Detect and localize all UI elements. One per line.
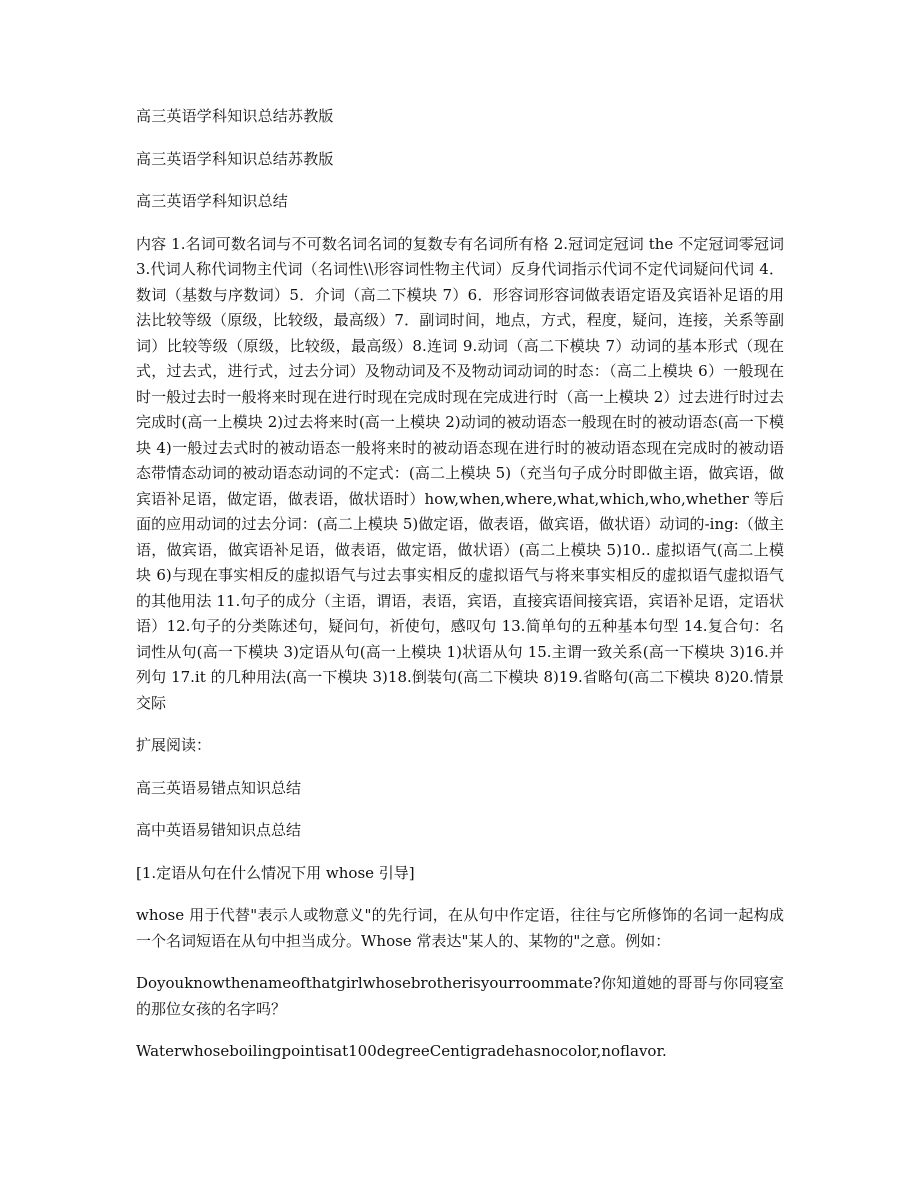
content-outline-paragraph: 内容 1.名词可数名词与不可数名词名词的复数专有名词所有格 2.冠词定冠词 the 不定冠词零冠词 3.代词人称代词物主代词（名词性\\形容词性物主代词）反身代词指示代词不定代词疑问代词 4．数词（基数与序数词）5．介词（高二下模块 7）6．形容词形容词做表语定语及宾语补足语的用法比较等级（原级，比较级，最高级）7．副词时间，地点，方式，程度，疑问，连接，关系等副词）比较等级（原级，比较级，最高级）8.连词 9.动词（高二下模块 7）动词的基本形式（现在式，过去式，进行式，过去分词）及物动词及不及物动词动词的时态：（高二上模块 6）一般现在时一般过去时一般将来时现在进行时现在完成时现在完成进行时（高一上模块 2）过去进行时过去完成时(高一上模块 2)过去将来时(高一上模块 2)动词的被动语态一般现在时的被动语态(高一下模块 4)一般过去式时的被动语态一般将来时的被动语态现在进行时的被动语态现在完成时的被动语态带情态动词的被动语态动词的不定式：(高二上模块 5)（充当句子成分时即做主语，做宾语，做宾语补足语，做定语，做表语，做状语时）how,when,where,what,which,who,whether 等后面的应用动词的过去分词：(高二上模块 5)做定语，做表语，做宾语，做状语）动词的-ing:（做主语，做宾语，做宾语补足语，做表语，做定语，做状语）(高二上模块 5)10.. 虚拟语气(高二上模块 6)与现在事实相反的虚拟语气与过去事实相反的虚拟语气与将来事实相反的虚拟语气虚拟语气的其他用法 11.句子的成分（主语，谓语，表语，宾语，直接宾语间接宾语，宾语补足语，定语状语）12.句子的分类陈述句，疑问句，祈使句，感叹句 13.简单句的五种基本句型 14.复合句：名词性从句(高一下模块 3)定语从句(高一上模块 1)状语从句 15.主谓一致关系(高一下模块 3)16.并列句 17.it 的几种用法(高一下模块 3)18.倒装句(高二下模块 8)19.省略句(高二下模块 8)20.情景交际 bbox=[136, 234, 784, 712]
extended-reading-label: 扩展阅读： bbox=[136, 736, 212, 754]
related-article-link-1[interactable]: 高三英语易错点知识总结 bbox=[136, 778, 302, 797]
document-title-1: 高三英语学科知识总结苏教版 bbox=[136, 107, 334, 125]
example-sentence-1: Doyouknowthenameofthatgirlwhosebrotherisyourroommate?你知道她的哥哥与你同寝室的那位女孩的名字吗？ bbox=[136, 974, 784, 1018]
document-page bbox=[136, 104, 784, 1065]
section-explanation: whose 用于代替"表示人或物意义"的先行词，在从句中作定语，往往与它所修饰的名词一起构成一个名词短语在从句中担当成分。Whose 常表达"某人的、某物的"之意。例如： bbox=[136, 906, 784, 950]
related-article-link-2[interactable]: 高中英语易错知识点总结 bbox=[136, 821, 302, 839]
section-title: [1.定语从句在什么情况下用 whose 引导] bbox=[136, 863, 415, 882]
document-title-2: 高三英语学科知识总结苏教版 bbox=[136, 149, 334, 168]
example-sentence-2: Waterwhoseboilingpointisat100degreeCentigradehasnocolor,noflavor. bbox=[136, 1042, 667, 1060]
document-title-3: 高三英语学科知识总结 bbox=[136, 192, 289, 210]
